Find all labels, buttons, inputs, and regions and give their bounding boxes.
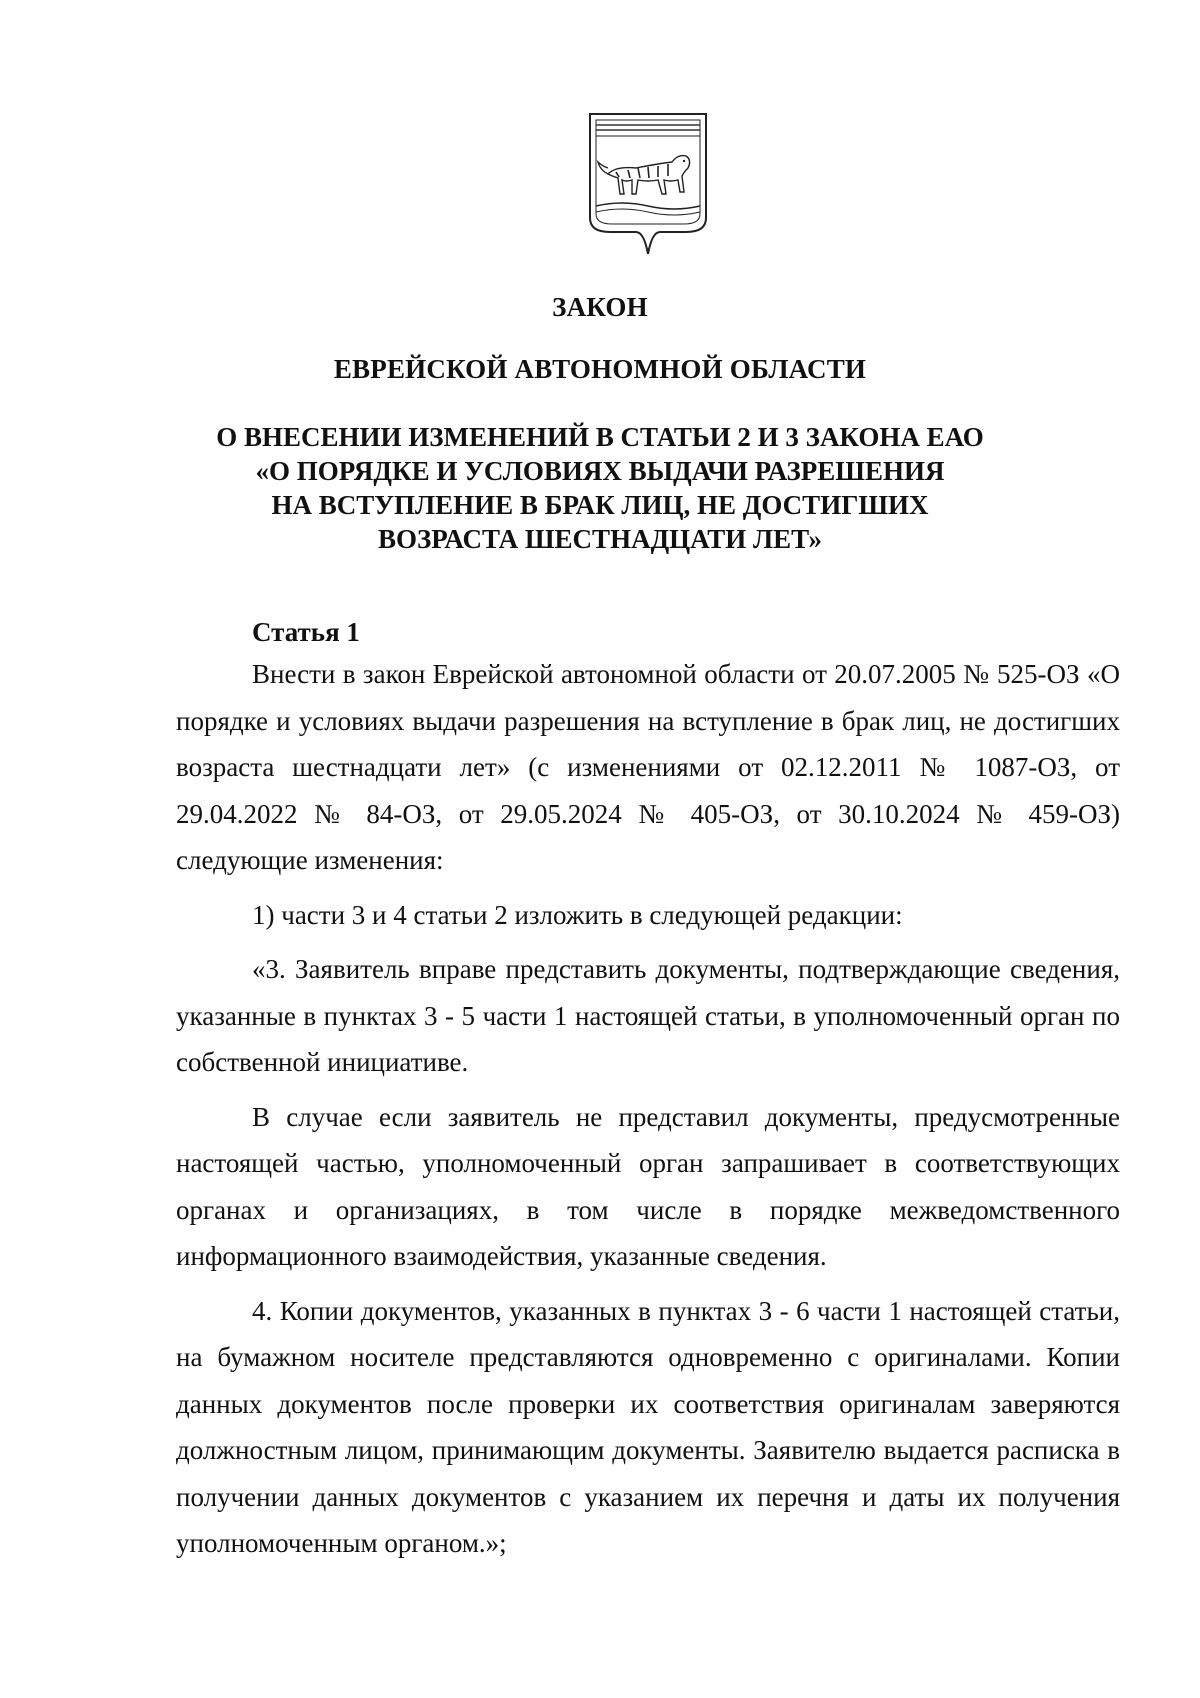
tiger-coat-of-arms-icon	[586, 110, 710, 258]
subject-line: «О ПОРЯДКЕ И УСЛОВИЯХ ВЫДАЧИ РАЗРЕШЕНИЯ	[255, 456, 945, 486]
article-body	[176, 651, 1120, 1567]
region-title: ЕВРЕЙСКОЙ АВТОНОМНОЙ ОБЛАСТИ	[333, 354, 867, 384]
paragraph: В случае если заявитель не представил документы, предусмотренные настоящей частью, уполномоченный орган запрашивает в соответствующих органах и организациях, в том числе в порядке межведомственного информационного взаимодействия, указанные сведения.	[176, 1101, 1120, 1271]
paragraph: «3. Заявитель вправе представить документы, подтверждающие сведения, указанные в пунктах 3 - 5 части 1 настоящей статьи, в уполномоченный орган по собственной инициативе.	[176, 954, 1120, 1077]
paragraph: 1) части 3 и 4 статьи 2 изложить в следующей редакции:	[252, 899, 903, 930]
law-label: ЗАКОН	[552, 292, 648, 322]
paragraph: 4. Копии документов, указанных в пунктах 3 - 6 части 1 настоящей статьи, на бумажном носителе представляются одновременно с оригиналами. Копии данных документов после проверки их соответствия оригиналам заверяются должностным лицом, принимающим документы. Заявителю выдается расписка в получении данных документов с указанием их перечня и даты их получения уполномоченным органом.»;	[176, 1295, 1120, 1558]
subject-line: ВОЗРАСТА ШЕСТНАДЦАТИ ЛЕТ»	[378, 524, 822, 554]
subject-line: НА ВСТУПЛЕНИЕ В БРАК ЛИЦ, НЕ ДОСТИГШИХ	[271, 490, 929, 520]
subject-line: О ВНЕСЕНИИ ИЗМЕНЕНИЙ В СТАТЬИ 2 И 3 ЗАКОНА ЕАО	[216, 422, 984, 452]
paragraph: Внести в закон Еврейской автономной области от 20.07.2005 № 525-ОЗ «О порядке и условиях выдачи разрешения на вступление в брак лиц, не достигших возраста шестнадцати лет» (с изменениями от 02.12.2011 № 1087-ОЗ, от 29.04.2022 № 84-ОЗ, от 29.05.2024 № 405-ОЗ, от 30.10.2024 № 459-ОЗ) следующие изменения:	[176, 659, 1120, 875]
law-subject-title	[0, 420, 1200, 556]
article-title: Статья 1	[252, 617, 360, 647]
